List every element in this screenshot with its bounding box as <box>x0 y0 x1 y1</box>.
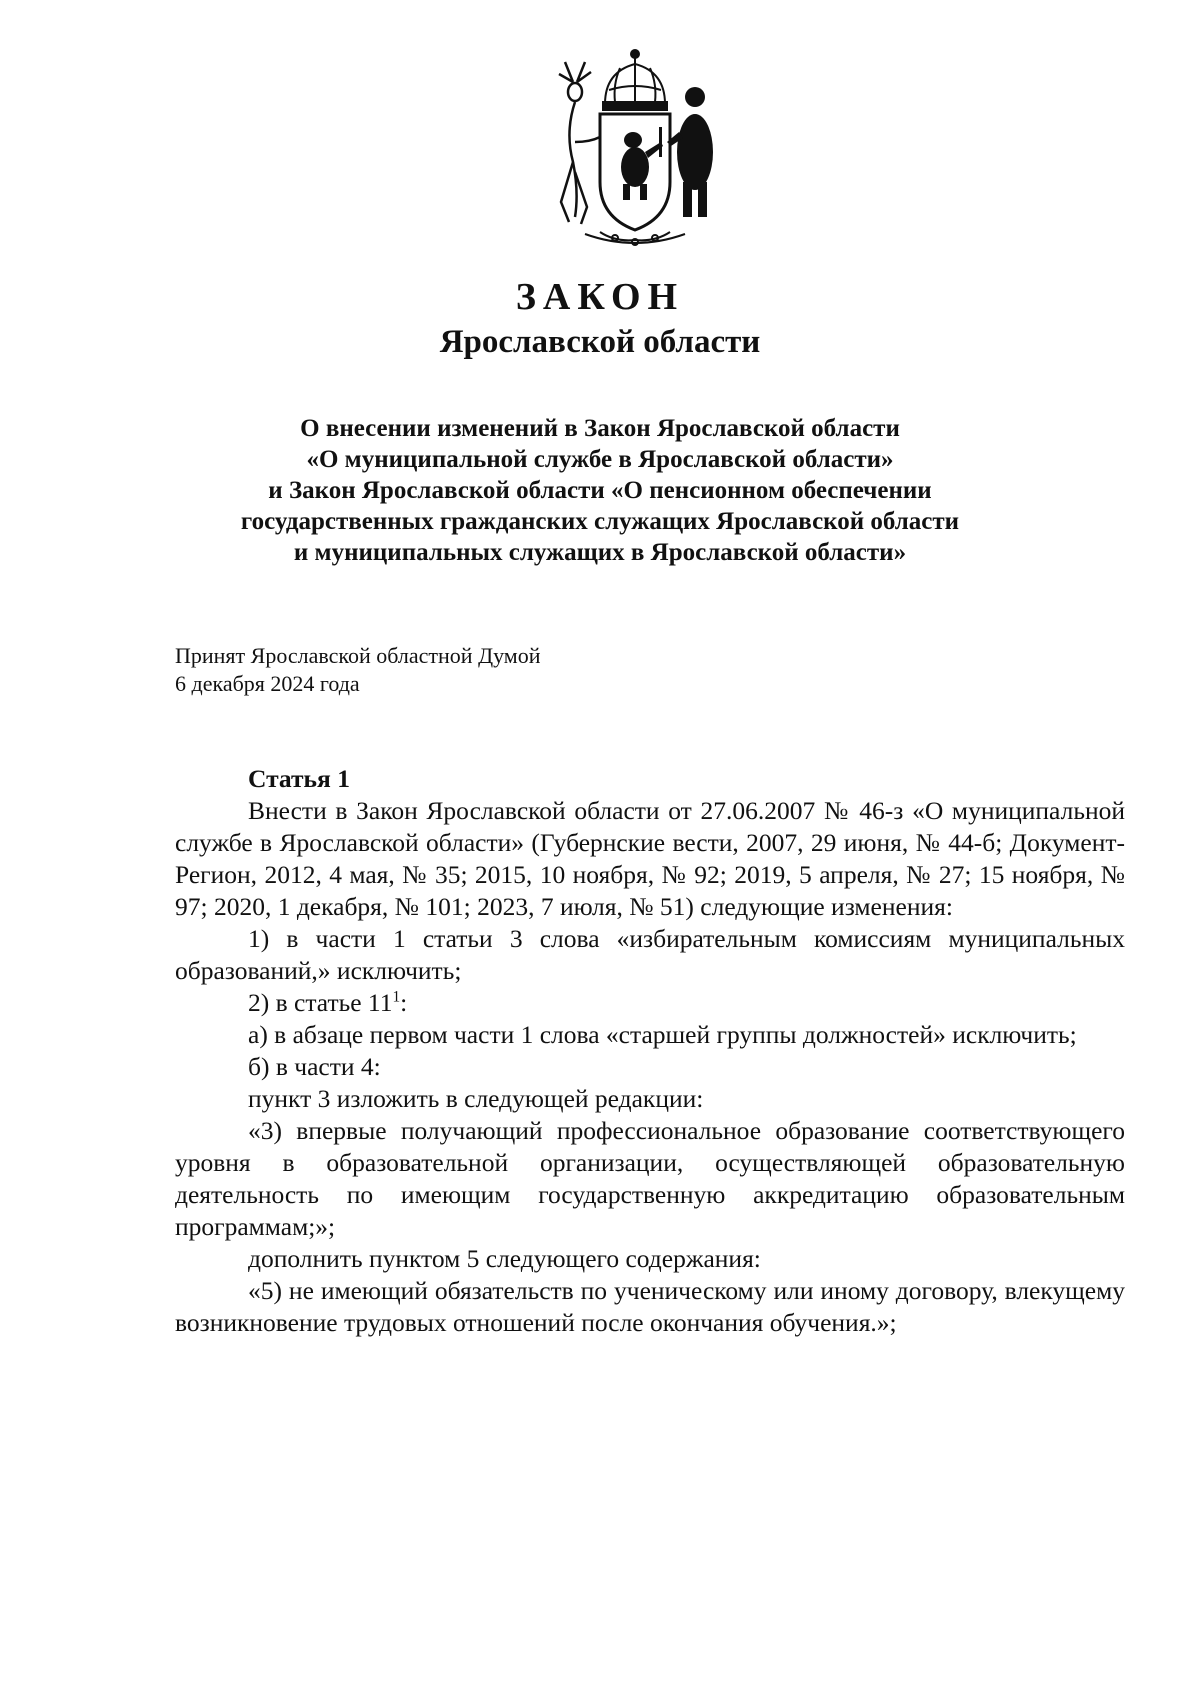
subject-line: государственных гражданских служащих Ярославской области <box>240 508 960 535</box>
item-2-colon: : <box>400 988 408 1017</box>
wreath-ornament-icon <box>585 232 685 245</box>
law-subject <box>150 413 1050 568</box>
item-2a: а) в абзаце первом части 1 слова «старшей группы должностей» исключить; <box>248 1020 1077 1049</box>
coat-of-arms-emblem <box>545 42 725 252</box>
region-title: Ярославской области <box>439 324 761 360</box>
point-3-intro: пункт 3 изложить в следующей редакции: <box>248 1084 704 1113</box>
bear-supporter-icon <box>667 87 713 217</box>
article-heading: Статья 1 <box>248 764 350 793</box>
subject-line: О внесении изменений в Закон Ярославской области <box>300 415 900 442</box>
item-2-superscript: 1 <box>392 988 401 1006</box>
point-5-text: «5) не имеющий обязательств по ученическому или иному договору, влекущему возникновение трудовых отношений после окончания обучения.»; <box>175 1276 1125 1337</box>
crown-icon <box>603 50 667 110</box>
adoption-body: Принят Ярославской областной Думой <box>175 643 541 668</box>
article-body <box>175 763 1125 1339</box>
item-2b: б) в части 4: <box>248 1052 381 1081</box>
adoption-date: 6 декабря 2024 года <box>175 671 360 696</box>
deer-supporter-icon <box>559 62 600 224</box>
point-3-text: «3) впервые получающий профессиональное образование соответствующего уровня в образовательной организации, осуществляющей образовательную деятельность по имеющим государственную аккредитацию образовательным программам;»; <box>175 1116 1125 1241</box>
subject-line: и Закон Ярославской области «О пенсионном обеспечении <box>268 477 932 504</box>
item-2-text: 2) в статье 11 <box>248 988 393 1017</box>
subject-line: и муниципальных служащих в Ярославской области» <box>293 539 907 566</box>
item-2 <box>175 987 1125 1019</box>
law-title: ЗАКОН <box>515 276 685 318</box>
adoption-note <box>175 642 541 698</box>
article-intro: Внести в Закон Ярославской области от 27.06.2007 № 46-з «О муниципальной службе в Ярославской области» (Губернские вести, 2007, 29 июня, № 44-б; Документ-Регион, 2012, 4 мая, № 35; 2015, 10 ноября, № 92; 2019, 5 апреля, № 27; 15 ноября, № 97; 2020, 1 декабря, № 101; 2023, 7 июля, № 51) следующие изменения: <box>175 796 1125 921</box>
item-1: 1) в части 1 статьи 3 слова «избирательным комиссиям муниципальных образований,» исключить; <box>175 924 1125 985</box>
point-5-intro: дополнить пунктом 5 следующего содержания: <box>248 1244 761 1273</box>
subject-line: «О муниципальной службе в Ярославской области» <box>306 446 894 473</box>
